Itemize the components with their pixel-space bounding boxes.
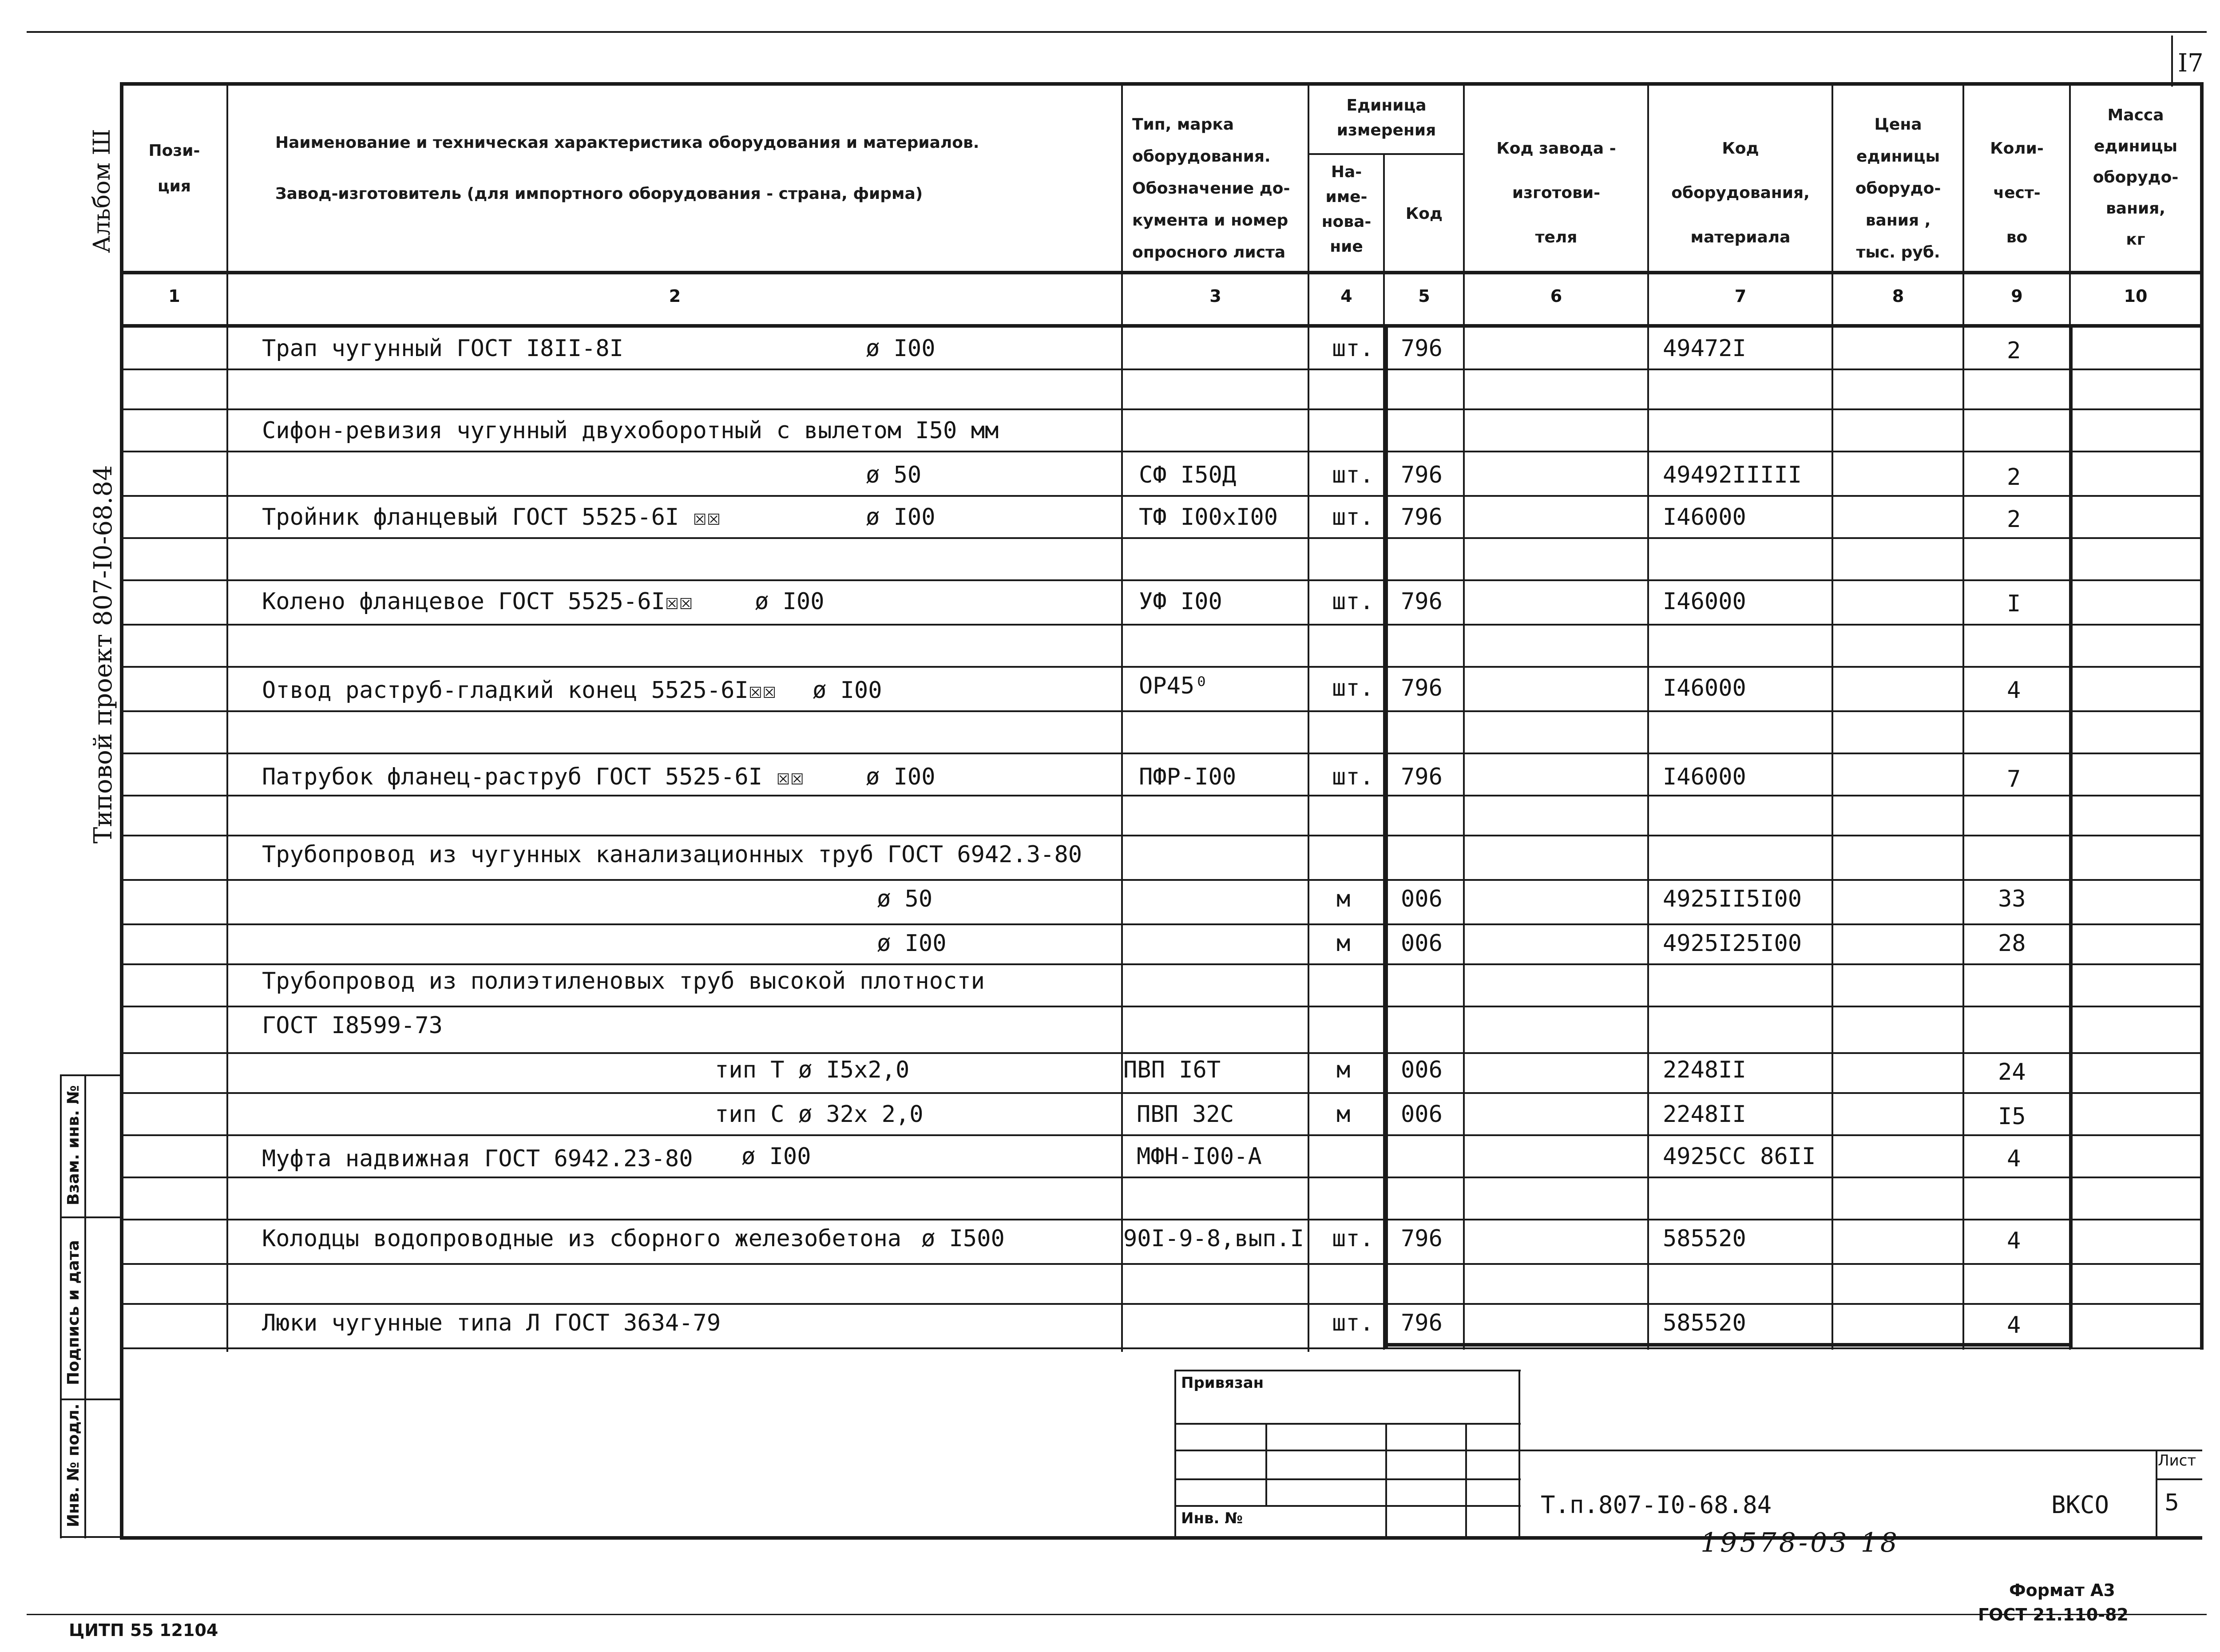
item-name: Люки чугунные типа Л ГОСТ 3634-79 (262, 1310, 721, 1336)
item-unit: м (1336, 1057, 1351, 1083)
item-name: Колено фланцевое ГОСТ 5525-6I☒☒ (262, 588, 693, 615)
inv-podl-label: Инв. № подл. (64, 1403, 83, 1527)
header-unit: Единица измерения (1336, 96, 1436, 139)
header-unit-code: Код (1405, 205, 1443, 223)
item-type: МФН-I00-А (1137, 1143, 1262, 1170)
item-quantity: 24 (1998, 1059, 2026, 1085)
item-unit-code: 796 (1401, 335, 1443, 362)
item-unit-code: 006 (1401, 1101, 1443, 1128)
designation: Т.п.807-I0-68.84 (1541, 1491, 1772, 1519)
item-name: Тройник фланцевый ГОСТ 5525-6I ☒☒ (262, 504, 721, 531)
item-unit: шт. (1332, 1225, 1374, 1252)
header-position: Пози- ция (148, 142, 200, 195)
item-unit: шт. (1332, 335, 1374, 362)
item-unit: м (1336, 886, 1351, 912)
col-number: 6 (1550, 286, 1562, 306)
col-number: 3 (1209, 286, 1221, 306)
item-quantity: 4 (2007, 1228, 2021, 1254)
item-quantity: 7 (2007, 766, 2021, 792)
item-quantity: 4 (2007, 1312, 2021, 1339)
item-material-code: I46000 (1663, 504, 1746, 531)
header-name-line1: Наименование и техническая характеристика оборудования и материалов. (275, 134, 979, 152)
citp-label: ЦИТП 55 12104 (69, 1620, 218, 1640)
item-unit-code: 796 (1401, 675, 1443, 701)
item-diameter: тип С ø 32х 2,0 (715, 1101, 924, 1128)
podpis-label: Подпись и дата (64, 1240, 83, 1385)
item-diameter: тип Т ø I5х2,0 (715, 1057, 910, 1083)
item-unit: шт. (1332, 764, 1374, 790)
item-type: ТФ I00хI00 (1139, 504, 1278, 531)
item-unit: шт. (1332, 504, 1374, 531)
item-unit: м (1336, 1101, 1351, 1128)
item-diameter: ø I00 (813, 677, 882, 704)
item-material-code: 49492IIIII (1663, 462, 1802, 488)
item-material-code: 585520 (1663, 1310, 1746, 1336)
header-quantity: Коли- чест- во (1990, 139, 2044, 246)
col-number: 1 (168, 286, 180, 306)
item-name: Патрубок фланец-раструб ГОСТ 5525-6I ☒☒ (262, 764, 804, 790)
sheet-number: I7 (2178, 49, 2204, 78)
header-price: Цена единицы оборудо- вания , тыс. руб. (1855, 115, 1941, 261)
item-material-code: I46000 (1663, 588, 1746, 615)
item-type: 90I-9-8,вып.I (1123, 1225, 1304, 1252)
item-quantity: 2 (2007, 464, 2021, 491)
item-type: ОР45⁰ (1139, 673, 1209, 699)
item-unit: шт. (1332, 1310, 1374, 1336)
list-number: 5 (2164, 1490, 2180, 1516)
item-unit-code: 006 (1401, 886, 1443, 912)
item-name: ГОСТ I8599-73 (262, 1012, 443, 1039)
item-unit-code: 006 (1401, 930, 1443, 957)
header-material-code: Код оборудования, материала (1671, 139, 1810, 246)
header-unit-name: На- име- нова- ние (1321, 163, 1372, 256)
col-number: 8 (1892, 286, 1904, 306)
item-unit-code: 796 (1401, 504, 1443, 531)
item-diameter: ø I00 (741, 1143, 811, 1170)
item-name: Трубопровод из чугунных канализационных труб ГОСТ 6942.3-80 (262, 841, 1082, 868)
col-number: 10 (2124, 286, 2148, 306)
col-number: 4 (1340, 286, 1352, 306)
item-diameter: ø I500 (921, 1225, 1005, 1252)
item-name: Колодцы водопроводные из сборного железобетона (262, 1225, 902, 1252)
item-quantity: 4 (2007, 1145, 2021, 1172)
handwritten-number: 19578-03 18 (1701, 1527, 1900, 1558)
col-number: 9 (2011, 286, 2023, 306)
item-material-code: 4925II5I00 (1663, 886, 1802, 912)
item-material-code: 4925I25I00 (1663, 930, 1802, 957)
item-unit: шт. (1332, 675, 1374, 701)
item-type: СФ I50Д (1139, 462, 1237, 488)
item-quantity: I5 (1998, 1103, 2026, 1130)
item-quantity: 4 (2007, 677, 2021, 704)
gost-label: ГОСТ 21.110-82 (1978, 1605, 2129, 1624)
col-number: 5 (1418, 286, 1430, 306)
item-unit: шт. (1332, 462, 1374, 488)
header-name-line2: Завод-изготовитель (для импортного оборудования - страна, фирма) (275, 185, 923, 203)
project-label: Типовой проект 807-I0-68.84 (89, 465, 118, 844)
item-diameter: ø I00 (877, 930, 947, 957)
item-type: ПВП I6Т (1123, 1057, 1221, 1083)
item-unit: шт. (1332, 588, 1374, 615)
item-diameter: ø 50 (877, 886, 933, 912)
item-unit: м (1336, 930, 1351, 957)
item-unit-code: 006 (1401, 1057, 1443, 1083)
item-name: Сифон-ревизия чугунный двухоборотный с вылетом I50 мм (262, 417, 999, 444)
item-diameter: ø I00 (866, 764, 936, 790)
item-unit-code: 796 (1401, 1225, 1443, 1252)
header-mass: Масса единицы оборудо- вания, кг (2093, 106, 2179, 249)
item-type: УФ I00 (1139, 588, 1222, 615)
item-type: ПФР-I00 (1139, 764, 1237, 790)
vzam-inv-label: Взам. инв. № (64, 1085, 83, 1205)
item-material-code: 2248II (1663, 1057, 1746, 1083)
item-name: Трап чугунный ГОСТ I8II-8I (262, 335, 623, 362)
item-quantity: 33 (1998, 886, 2026, 912)
item-type: ПВП 32С (1137, 1101, 1234, 1128)
item-name: Трубопровод из полиэтиленовых труб высокой плотности (262, 968, 985, 994)
doc-code: ВКСО (2051, 1491, 2109, 1519)
item-diameter: ø I00 (866, 335, 936, 362)
item-quantity: 2 (2007, 506, 2021, 533)
col-number: 7 (1734, 286, 1747, 306)
item-unit-code: 796 (1401, 462, 1443, 488)
item-diameter: ø 50 (866, 462, 922, 488)
item-unit-code: 796 (1401, 588, 1443, 615)
header-type: Тип, марка оборудования. Обозначение до- кумента и номер опросного листа (1132, 115, 1290, 261)
album-label: Альбом Ш (89, 129, 115, 253)
item-name: Отвод раструб-гладкий конец 5525-6I☒☒ (262, 677, 777, 704)
format-label: Формат А3 (2009, 1581, 2115, 1600)
header-factory-code: Код завода - изготови- теля (1496, 139, 1616, 246)
list-label: Лист (2158, 1452, 2196, 1470)
item-quantity: 28 (1998, 930, 2026, 957)
item-quantity: 2 (2007, 337, 2021, 364)
inv-no-label: Инв. № (1181, 1509, 1243, 1527)
item-diameter: ø I00 (866, 504, 936, 531)
item-material-code: I46000 (1663, 764, 1746, 790)
item-diameter: ø I00 (755, 588, 825, 615)
item-quantity: I (2007, 590, 2021, 617)
item-unit-code: 796 (1401, 1310, 1443, 1336)
item-material-code: I46000 (1663, 675, 1746, 701)
col-number: 2 (669, 286, 681, 306)
item-unit-code: 796 (1401, 764, 1443, 790)
item-material-code: 4925СС 86II (1663, 1143, 1816, 1170)
item-name: Муфта надвижная ГОСТ 6942.23-80 (262, 1145, 693, 1172)
item-material-code: 585520 (1663, 1225, 1746, 1252)
item-material-code: 2248II (1663, 1101, 1746, 1128)
item-material-code: 49472I (1663, 335, 1746, 362)
privyazan-label: Привязан (1181, 1374, 1264, 1392)
